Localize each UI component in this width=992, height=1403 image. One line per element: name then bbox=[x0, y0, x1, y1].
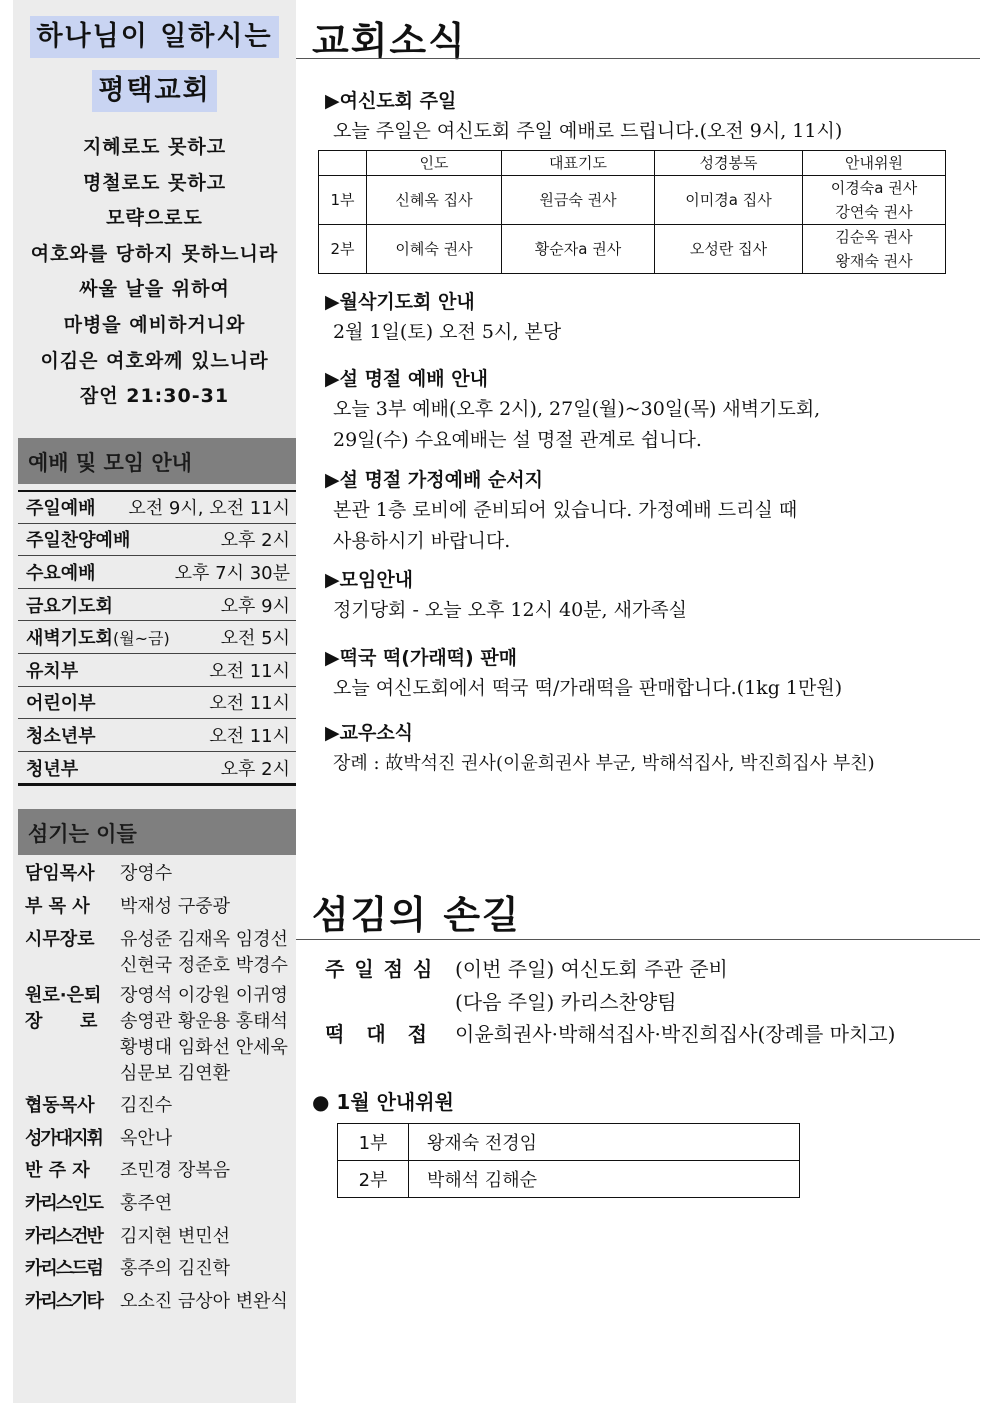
news-item bbox=[325, 643, 975, 704]
table-cell-leader: 신혜옥 집사 bbox=[367, 176, 502, 225]
serving-title: 섬김의 손길 bbox=[312, 893, 521, 937]
staff-names: 옥안나 bbox=[120, 1127, 173, 1149]
usher-name: 왕재숙 권사 bbox=[835, 252, 913, 270]
staff-row bbox=[25, 927, 295, 979]
news-item bbox=[325, 718, 975, 779]
worship-row bbox=[18, 751, 296, 784]
worship-time: 오전 9시, 오전 11시 bbox=[128, 498, 290, 520]
guides-part: 2부 bbox=[338, 1161, 409, 1198]
worship-name-note: (월~금) bbox=[112, 629, 170, 649]
news-title: 교회소식 bbox=[312, 19, 467, 63]
table-cell-prayer: 황순자a 권사 bbox=[502, 225, 655, 274]
table-cell-reading: 이미경a 집사 bbox=[655, 176, 803, 225]
staff-names: 조민경 장복음 bbox=[120, 1160, 231, 1182]
church-name-line1: 하나님이 일하시는 bbox=[30, 16, 278, 58]
news-item-body: 오늘 3부 예배(오후 2시), 27일(월)~30일(목) 새벽기도회, bbox=[333, 398, 821, 420]
verse-line: 지혜로도 못하고 bbox=[82, 136, 227, 158]
news-item-title: ▶떡국 떡(가래떡) 판매 bbox=[325, 647, 518, 669]
staff-names: 오소진 금상아 변완식 bbox=[120, 1290, 288, 1312]
news-item-body: 장례 : 故박석진 권사(이윤희권사 부군, 박해석집사, 박진희집사 부친) bbox=[333, 753, 875, 774]
guides-table bbox=[337, 1123, 800, 1198]
staff-names-line: 유성준 김재옥 임경선 bbox=[120, 929, 288, 951]
staff-role: 카리스드럼 bbox=[25, 1258, 102, 1280]
staff-names: 김진수 bbox=[120, 1095, 173, 1117]
table-header bbox=[319, 151, 367, 176]
table-cell-prayer: 원금숙 권사 bbox=[502, 176, 655, 225]
staff-row bbox=[25, 891, 295, 924]
staff-names-line: 신현국 정준호 박경수 bbox=[120, 955, 288, 977]
staff-row bbox=[25, 1123, 295, 1156]
staff-row bbox=[25, 1188, 295, 1221]
staff-row bbox=[25, 1286, 295, 1319]
news-item-body: 정기당회 - 오늘 오후 12시 40분, 새가족실 bbox=[333, 599, 688, 621]
table-cell-part: 2부 bbox=[319, 225, 367, 274]
staff-names-line: 송영관 황운용 홍태석 bbox=[120, 1011, 288, 1033]
lunch-label: 주일점심 bbox=[325, 957, 443, 981]
worship-row bbox=[18, 686, 296, 719]
news-item-title: ▶교우소식 bbox=[325, 722, 414, 744]
news-item-body: 오늘 여신도회에서 떡국 떡/가래떡을 판매합니다.(1kg 1만원) bbox=[333, 677, 843, 699]
church-name bbox=[13, 16, 296, 112]
guides-people: 박해석 김해순 bbox=[409, 1161, 800, 1198]
worship-row bbox=[18, 588, 296, 621]
table-cell-part: 1부 bbox=[319, 176, 367, 225]
news-item-title: ▶모임안내 bbox=[325, 569, 414, 591]
table-row bbox=[338, 1124, 800, 1161]
title-rule bbox=[296, 58, 980, 59]
verse-line: 마병을 예비하거니와 bbox=[63, 313, 246, 336]
staff-names: 홍주의 김진학 bbox=[120, 1258, 231, 1280]
staff-names-line: 장영석 이강원 이귀영 bbox=[120, 985, 288, 1007]
worship-time: 오전 11시 bbox=[209, 693, 290, 715]
table-row bbox=[338, 1161, 800, 1198]
staff-names: 박재성 구중광 bbox=[120, 895, 231, 917]
staff-row bbox=[25, 983, 295, 1087]
staff-role: 카리스건반 bbox=[25, 1225, 102, 1247]
staff-row bbox=[25, 858, 295, 891]
table-header: 성경봉독 bbox=[655, 151, 803, 176]
table-header: 인도 bbox=[367, 151, 502, 176]
worship-name-text: 새벽기도회 bbox=[26, 628, 113, 650]
worship-name: 주일예배 bbox=[26, 498, 96, 520]
staff-row bbox=[25, 1090, 295, 1123]
worship-name bbox=[26, 624, 170, 650]
lunch-this-week: (이번 주일) 여신도회 주관 준비 bbox=[455, 957, 728, 981]
worship-row bbox=[18, 523, 296, 556]
table-cell-ushers bbox=[803, 176, 946, 225]
news-item-body: 29일(수) 수요예배는 설 명절 관계로 쉽니다. bbox=[333, 429, 702, 451]
bible-verse bbox=[13, 130, 296, 415]
worship-row bbox=[18, 620, 296, 653]
worship-name: 청년부 bbox=[26, 758, 79, 780]
staff-role: 반 주 자 bbox=[25, 1160, 90, 1182]
worship-schedule-list bbox=[18, 490, 296, 786]
news-item bbox=[325, 86, 975, 147]
staff-list bbox=[25, 858, 295, 1318]
verse-line: 이김은 여호와께 있느니라 bbox=[40, 349, 269, 372]
usher-name: 이경숙a 권사 bbox=[830, 179, 918, 197]
news-item bbox=[325, 465, 975, 557]
staff-names: 장영수 bbox=[120, 863, 173, 884]
worship-schedule-heading: 예배 및 모임 안내 bbox=[18, 438, 296, 484]
worship-row bbox=[18, 555, 296, 588]
staff-role: 부 목 사 bbox=[25, 895, 90, 917]
church-name-line2: 평택교회 bbox=[92, 70, 216, 112]
table-header-row bbox=[319, 151, 946, 176]
news-item-title: ▶월삭기도회 안내 bbox=[325, 291, 475, 313]
staff-role-line: 원로·은퇴 bbox=[25, 985, 102, 1007]
table-header: 대표기도 bbox=[502, 151, 655, 176]
staff-row bbox=[25, 1155, 295, 1188]
table-cell-reading: 오성란 집사 bbox=[655, 225, 803, 274]
usher-name: 강연숙 권사 bbox=[835, 203, 913, 221]
worship-time: 오전 11시 bbox=[209, 660, 290, 682]
verse-line: 여호와를 당하지 못하느니라 bbox=[30, 242, 279, 265]
guides-people: 왕재숙 전경임 bbox=[409, 1124, 800, 1161]
rice-cake-label: 떡대접 bbox=[325, 1022, 449, 1046]
worship-time: 오후 2시 bbox=[220, 758, 290, 780]
worship-time: 오후 2시 bbox=[220, 530, 290, 552]
lunch-next-row bbox=[455, 986, 677, 1019]
staff-names: 홍주연 bbox=[120, 1192, 173, 1214]
staff-role: 카리스인도 bbox=[25, 1192, 102, 1214]
news-item-body: 오늘 주일은 여신도회 주일 예배로 드립니다.(오전 9시, 11시) bbox=[333, 120, 843, 142]
staff-names-line: 황병대 임화선 안세욱 bbox=[120, 1037, 288, 1059]
staff-role bbox=[25, 983, 120, 1087]
verse-line: 싸울 날을 위하여 bbox=[79, 278, 230, 301]
staff-role-line: 장 로 bbox=[25, 1011, 98, 1033]
worship-name: 유치부 bbox=[26, 660, 79, 682]
staff-role: 담임목사 bbox=[25, 863, 95, 884]
news-item-title: ▶설 명절 예배 안내 bbox=[325, 368, 488, 390]
staff-names-line: 심문보 김연환 bbox=[120, 1063, 231, 1085]
table-row bbox=[319, 176, 946, 225]
lunch-next-week: (다음 주일) 카리스찬양팀 bbox=[455, 990, 677, 1014]
worship-name: 청소년부 bbox=[26, 725, 96, 747]
staff-heading: 섬기는 이들 bbox=[18, 809, 296, 855]
guides-part: 1부 bbox=[338, 1124, 409, 1161]
staff-row bbox=[25, 1253, 295, 1286]
news-item bbox=[325, 287, 975, 348]
worship-name: 수요예배 bbox=[26, 562, 96, 584]
worship-time: 오후 7시 30분 bbox=[174, 562, 290, 584]
worship-row bbox=[18, 718, 296, 751]
worship-name: 주일찬양예배 bbox=[26, 530, 131, 552]
staff-role: 성가대지휘 bbox=[25, 1127, 102, 1149]
usher-name: 김순옥 권사 bbox=[835, 228, 913, 246]
worship-time: 오전 11시 bbox=[209, 725, 290, 747]
staff-names bbox=[120, 983, 288, 1087]
table-header: 안내위원 bbox=[803, 151, 946, 176]
worship-time: 오후 9시 bbox=[220, 595, 290, 617]
news-item-title: ▶여신도회 주일 bbox=[325, 90, 457, 112]
staff-role: 협동목사 bbox=[25, 1095, 95, 1117]
verse-line: 명철로도 못하고 bbox=[82, 171, 227, 194]
news-item-body: 본관 1층 로비에 준비되어 있습니다. 가정예배 드리실 때 bbox=[333, 499, 798, 521]
table-row bbox=[319, 225, 946, 274]
worship-name: 어린이부 bbox=[26, 693, 96, 715]
news-item bbox=[325, 364, 975, 456]
sidebar bbox=[13, 0, 296, 1403]
news-item-title: ▶설 명절 가정예배 순서지 bbox=[325, 469, 543, 491]
list-divider bbox=[18, 783, 296, 786]
worship-time: 오전 5시 bbox=[220, 628, 290, 650]
verse-reference: 잠언 21:30-31 bbox=[79, 385, 230, 408]
guides-title: ● 1월 안내위원 bbox=[312, 1090, 454, 1114]
staff-row bbox=[25, 1221, 295, 1254]
title-rule bbox=[296, 939, 980, 940]
lunch-row bbox=[325, 953, 728, 986]
staff-role: 카리스기타 bbox=[25, 1290, 102, 1312]
service-roles-table bbox=[318, 150, 946, 274]
worship-name: 금요기도회 bbox=[26, 595, 113, 617]
rice-cake-value: 이윤희권사·박해석집사·박진희집사(장례를 마치고) bbox=[455, 1022, 896, 1046]
news-item-body: 2월 1일(토) 오전 5시, 본당 bbox=[333, 321, 562, 343]
news-item-body: 사용하시기 바랍니다. bbox=[333, 530, 511, 552]
table-cell-leader: 이혜숙 권사 bbox=[367, 225, 502, 274]
news-item bbox=[325, 565, 975, 626]
staff-role: 시무장로 bbox=[25, 929, 95, 951]
rice-cake-row bbox=[325, 1018, 895, 1051]
table-cell-ushers bbox=[803, 225, 946, 274]
worship-row bbox=[18, 490, 296, 523]
verse-line: 모략으로도 bbox=[106, 207, 203, 230]
staff-names bbox=[120, 927, 288, 979]
staff-names: 김지현 변민선 bbox=[120, 1225, 231, 1247]
worship-row bbox=[18, 653, 296, 686]
